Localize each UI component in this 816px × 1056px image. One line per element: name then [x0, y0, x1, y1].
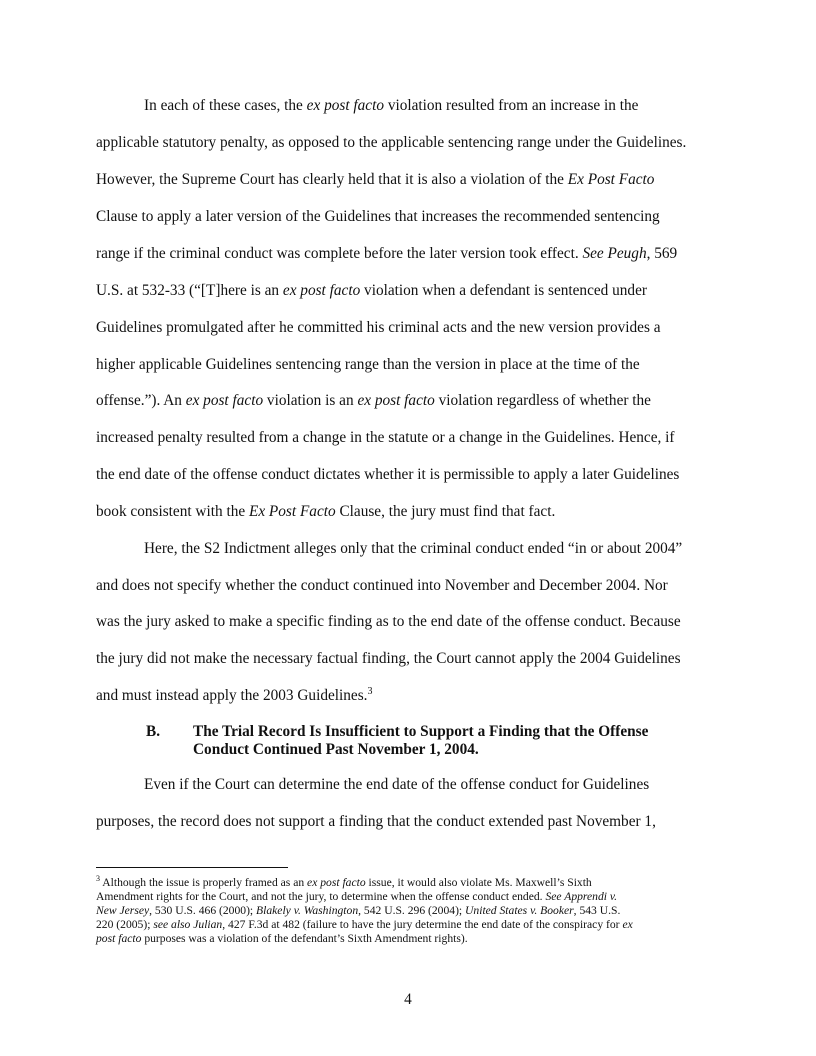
italic-term: ex post facto	[357, 392, 435, 409]
body-line: higher applicable Guidelines sentencing range than the version in place at the time of the	[96, 356, 640, 373]
text-run: purposes was a violation of the defendant’s Sixth Amendment rights).	[141, 932, 468, 945]
text-run: However, the Supreme Court has clearly held that it is also a violation of the	[96, 171, 568, 188]
body-line: applicable statutory penalty, as opposed to the applicable sentencing range under the Guidelines.	[96, 134, 687, 151]
text-run: violation when a defendant is sentenced under	[360, 282, 647, 299]
footnote-separator	[96, 867, 288, 868]
text-run: range if the criminal conduct was complete before the later version took effect.	[96, 245, 583, 262]
body-line	[96, 687, 736, 705]
text-run: issue, it would also violate Ms. Maxwell’s Sixth	[365, 876, 592, 889]
text-run: violation is an	[263, 392, 358, 409]
body-line: increased penalty resulted from a change in the statute or a change in the Guidelines. Hence, if	[96, 429, 675, 446]
footnote-line	[96, 932, 468, 946]
body-line	[96, 245, 736, 263]
body-line: Even if the Court can determine the end date of the offense conduct for Guidelines	[144, 776, 650, 793]
text-run: Amendment rights for the Court, and not the jury, to determine when the offense conduct ended.	[96, 890, 546, 903]
body-line	[144, 97, 784, 115]
text-run: U.S. at 532-33 (“[T]here is an	[96, 282, 283, 299]
text-run: violation regardless of whether the	[434, 392, 651, 409]
text-run: Although the issue is properly framed as an	[100, 876, 308, 889]
section-heading-line: Conduct Continued Past November 1, 2004.	[193, 741, 479, 758]
text-run: Clause, the jury must find that fact.	[335, 503, 556, 520]
body-line	[96, 503, 736, 521]
body-line: the end date of the offense conduct dictates whether it is permissible to apply a later Guidelines	[96, 466, 680, 483]
text-run: book consistent with the	[96, 503, 249, 520]
text-run: In each of these cases, the	[144, 97, 307, 114]
footnote-marker: 3	[96, 874, 100, 884]
footnote-line	[96, 904, 620, 918]
text-run: , 543 U.S.	[573, 904, 621, 917]
body-line: and does not specify whether the conduct continued into November and December 2004. Nor	[96, 577, 668, 594]
section-heading-line: The Trial Record Is Insufficient to Support a Finding that the Offense	[193, 723, 649, 740]
text-run: 220 (2005);	[96, 918, 154, 931]
case-citation: See Peugh	[582, 245, 647, 262]
text-run: , 427 F.3d at 482 (failure to have the jury determine the end date of the conspiracy for	[222, 918, 623, 931]
italic-term: post facto	[96, 932, 142, 945]
section-letter: B.	[146, 723, 161, 740]
footnote-reference[interactable]: 3	[367, 685, 373, 697]
italic-term: Ex Post Facto	[248, 503, 336, 520]
text-run: offense.”). An	[96, 392, 186, 409]
case-citation: See Apprendi v.	[545, 890, 618, 903]
body-line: Guidelines promulgated after he committed his criminal acts and the new version provides a	[96, 319, 661, 336]
footnote-line	[96, 876, 592, 890]
footnote-line	[96, 918, 633, 932]
case-citation: United States v. Booker	[465, 904, 574, 917]
italic-term: ex post facto	[307, 876, 366, 889]
body-line	[96, 282, 736, 300]
page-number: 4	[404, 991, 412, 1008]
italic-term: ex post facto	[185, 392, 264, 409]
text-run: , 569	[646, 245, 678, 262]
body-line: Here, the S2 Indictment alleges only that the criminal conduct ended “in or about 2004”	[144, 540, 683, 557]
body-line: Clause to apply a later version of the Guidelines that increases the recommended sentencing	[96, 208, 660, 225]
italic-term: Ex Post Facto	[567, 171, 655, 188]
text-run: , 530 U.S. 466 (2000);	[149, 904, 257, 917]
body-line: was the jury asked to make a specific finding as to the end date of the offense conduct. Because	[96, 613, 681, 630]
body-line: purposes, the record does not support a finding that the conduct extended past November 1,	[96, 813, 656, 830]
body-line: the jury did not make the necessary factual finding, the Court cannot apply the 2004 Guidelines	[96, 650, 681, 667]
italic-term: ex post facto	[282, 282, 361, 299]
text-run: , 542 U.S. 296 (2004);	[358, 904, 466, 917]
text-run: and must instead apply the 2003 Guidelines.	[96, 687, 368, 704]
case-citation: see also Julian	[153, 918, 223, 931]
body-line	[96, 392, 736, 410]
case-citation: New Jersey	[96, 904, 150, 917]
case-citation: Blakely v. Washington	[256, 904, 359, 917]
italic-term: ex	[622, 918, 633, 931]
footnote-line	[96, 890, 617, 904]
italic-term: ex post facto	[306, 97, 384, 114]
text-run: violation resulted from an increase in the	[384, 97, 639, 114]
body-line	[96, 171, 736, 189]
